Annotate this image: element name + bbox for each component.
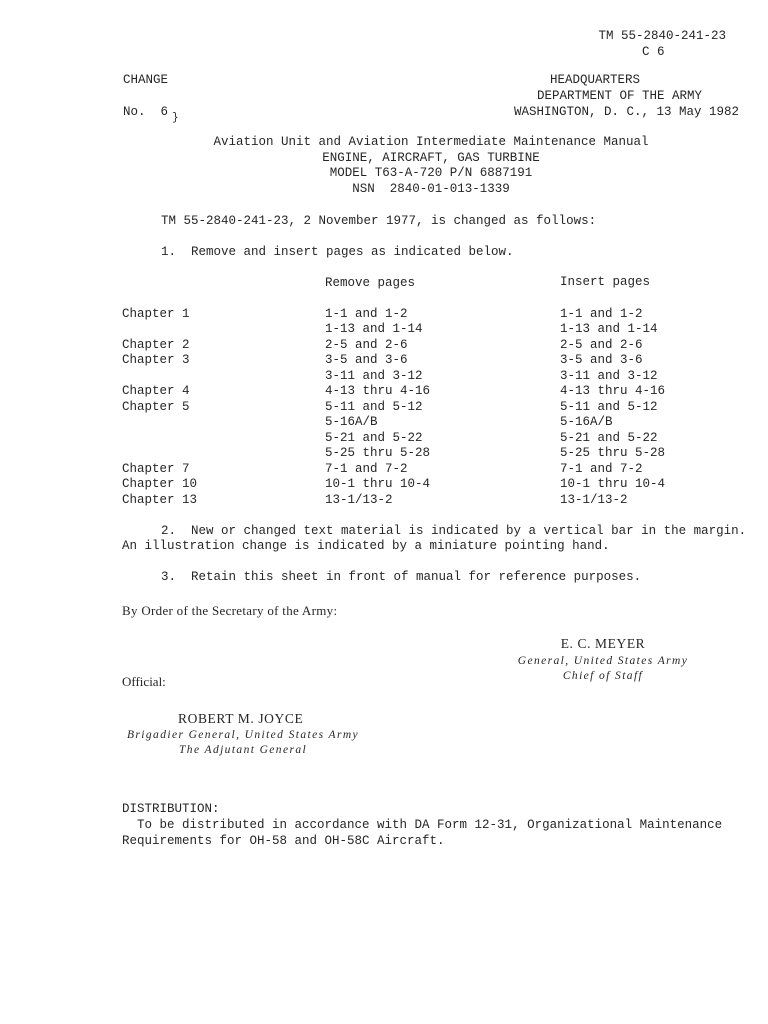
change-label: CHANGE <box>123 73 169 87</box>
brace: } <box>172 112 179 124</box>
chapter-cell: Chapter 1 <box>122 307 190 321</box>
official-name: ROBERT M. JOYCE <box>178 711 304 726</box>
remove-cell: 1-1 and 1-2 <box>325 307 408 321</box>
distribution-line-2: Requirements for OH-58 and OH-58C Aircraft. <box>122 834 445 848</box>
insert-cell: 3-11 and 3-12 <box>560 369 658 383</box>
insert-cell: 5-21 and 5-22 <box>560 431 658 445</box>
remove-cell: 3-5 and 3-6 <box>325 353 408 367</box>
chapter-cell: Chapter 7 <box>122 462 190 476</box>
table-row <box>0 492 768 508</box>
table-row <box>0 399 768 415</box>
remove-cell: 7-1 and 7-2 <box>325 462 408 476</box>
insert-cell: 10-1 thru 10-4 <box>560 477 666 491</box>
item-3: 3. Retain this sheet in front of manual for reference purposes. <box>161 570 642 584</box>
item-2-line-2: An illustration change is indicated by a miniature pointing hand. <box>122 539 610 553</box>
table-row <box>0 368 768 384</box>
distribution-label: DISTRIBUTION: <box>122 802 220 816</box>
chapter-cell: Chapter 5 <box>122 400 190 414</box>
table-row <box>0 321 768 337</box>
remove-cell: 10-1 thru 10-4 <box>325 477 431 491</box>
remove-cell: 1-13 and 1-14 <box>325 322 423 336</box>
table-row <box>0 383 768 399</box>
remove-cell: 5-16A/B <box>325 415 378 429</box>
signer-title-1: General, United States Army <box>517 655 689 667</box>
remove-cell: 5-11 and 5-12 <box>325 400 423 414</box>
distribution-line-1: To be distributed in accordance with DA Form 12-31, Organizational Maintenance <box>122 818 723 832</box>
intro-text: TM 55-2840-241-23, 2 November 1977, is changed as follows: <box>161 214 597 228</box>
table-row <box>0 306 768 322</box>
insert-cell: 13-1/13-2 <box>560 493 628 507</box>
hq-line-1: HEADQUARTERS <box>549 73 640 87</box>
chapter-cell: Chapter 2 <box>122 338 190 352</box>
insert-cell: 5-16A/B <box>560 415 613 429</box>
title-line-1: Aviation Unit and Aviation Intermediate Maintenance Manual <box>213 135 649 149</box>
official-title-2: The Adjutant General <box>179 744 308 756</box>
insert-cell: 5-11 and 5-12 <box>560 400 658 414</box>
official-label: Official: <box>122 674 166 689</box>
item-2-line-1: 2. New or changed text material is indicated by a vertical bar in the margin. <box>161 524 747 538</box>
signer-name: E. C. MEYER <box>560 636 646 651</box>
remove-cell: 4-13 thru 4-16 <box>325 384 431 398</box>
title-line-4: NSN 2840-01-013-1339 <box>352 182 510 196</box>
hq-line-3: WASHINGTON, D. C., 13 May 1982 <box>514 105 740 119</box>
remove-cell: 5-25 thru 5-28 <box>325 446 431 460</box>
insert-cell: 3-5 and 3-6 <box>560 353 643 367</box>
signer-title-2: Chief of Staff <box>562 670 644 682</box>
chapter-cell: Chapter 13 <box>122 493 198 507</box>
insert-cell: 1-1 and 1-2 <box>560 307 643 321</box>
chapter-cell: Chapter 3 <box>122 353 190 367</box>
table-row <box>0 476 768 492</box>
insert-cell: 4-13 thru 4-16 <box>560 384 666 398</box>
hq-line-2: DEPARTMENT OF THE ARMY <box>537 89 703 103</box>
order-line: By Order of the Secretary of the Army: <box>122 603 338 618</box>
table-row <box>0 430 768 446</box>
table-row <box>0 352 768 368</box>
insert-pages-header: Insert pages <box>560 275 651 289</box>
insert-cell: 2-5 and 2-6 <box>560 338 643 352</box>
tm-number: TM 55-2840-241-23 <box>598 29 726 43</box>
table-row <box>0 337 768 353</box>
insert-cell: 1-13 and 1-14 <box>560 322 658 336</box>
chapter-cell: Chapter 4 <box>122 384 190 398</box>
remove-cell: 13-1/13-2 <box>325 493 393 507</box>
table-row <box>0 414 768 430</box>
title-line-2: ENGINE, AIRCRAFT, GAS TURBINE <box>322 151 540 165</box>
insert-cell: 7-1 and 7-2 <box>560 462 643 476</box>
official-title-1: Brigadier General, United States Army <box>127 729 360 741</box>
chapter-cell: Chapter 10 <box>122 477 198 491</box>
table-row <box>0 445 768 461</box>
item-1: 1. Remove and insert pages as indicated below. <box>161 245 514 259</box>
remove-cell: 5-21 and 5-22 <box>325 431 423 445</box>
change-code: C 6 <box>642 45 665 59</box>
table-row <box>0 461 768 477</box>
remove-pages-header: Remove pages <box>325 276 416 290</box>
remove-cell: 2-5 and 2-6 <box>325 338 408 352</box>
title-line-3: MODEL T63-A-720 P/N 6887191 <box>329 166 533 180</box>
remove-cell: 3-11 and 3-12 <box>325 369 423 383</box>
insert-cell: 5-25 thru 5-28 <box>560 446 666 460</box>
change-number: No. 6 <box>123 105 169 119</box>
